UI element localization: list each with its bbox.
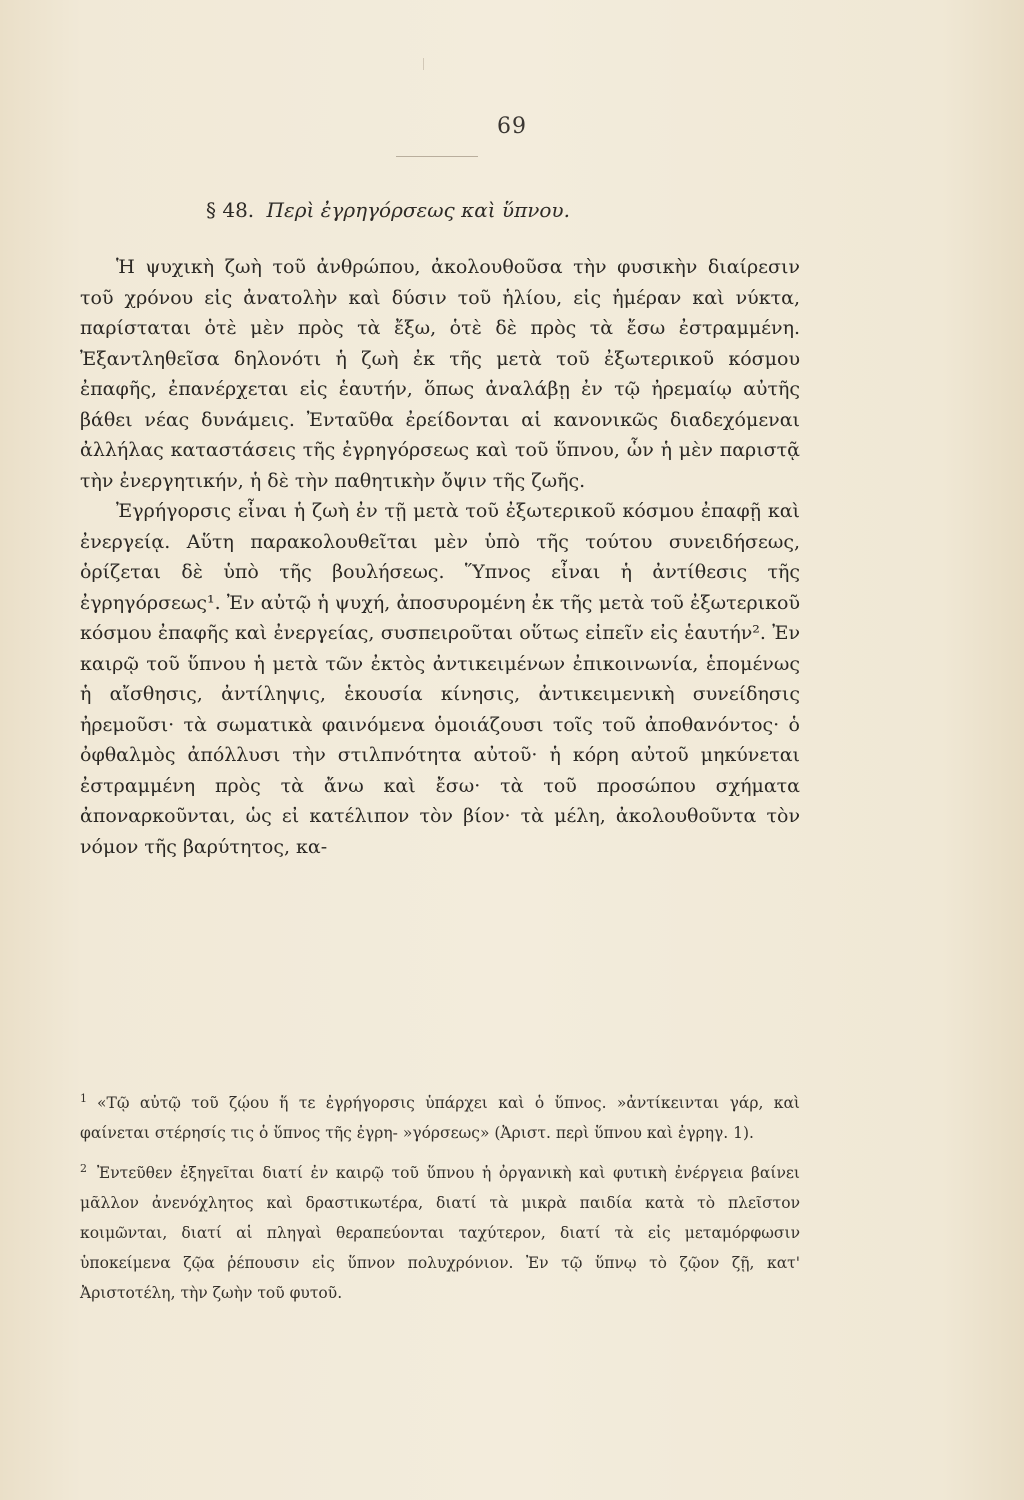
paragraph-1: Ἡ ψυχικὴ ζωὴ τοῦ ἀνθρώπου, ἀκολουθοῦσα τὴν φυσικὴν διαίρεσιν τοῦ χρόνου εἰς ἀνατολὴν καὶ δύσιν τοῦ ἡλίου, εἰς ἡμέραν καὶ νύκτα, παρίσταται ὁτὲ μὲν πρὸς τὰ ἔξω, ὁτὲ δὲ πρὸς τὰ ἔσω ἐστραμμένη. Ἐξαντληθεῖσα δηλονότι ἡ ζωὴ ἐκ τῆς μετὰ τοῦ ἐξωτερικοῦ κόσμου ἐπαφῆς, ἐπανέρχεται εἰς ἑαυτήν, ὅπως ἀναλάβῃ ἐν τῷ ἠρεμαίῳ αὐτῆς βάθει νέας δυνάμεις. Ἐνταῦθα ἐρείδονται αἱ κανονικῶς διαδεχόμεναι ἀλλήλας καταστάσεις τῆς ἐγρηγόρσεως καὶ τοῦ ὕπνου, ὧν ἡ μὲν παριστᾷ τὴν ἐνεργητικήν, ἡ δὲ τὴν παθητικὴν ὄψιν τῆς ζωῆς. [80,256,800,492]
footnote-2 [80,1154,800,1308]
footnote-2-mark: 2 [80,1162,87,1176]
main-text [80,252,800,862]
footnote-1-mark: 1 [80,1092,87,1105]
section-symbol: § 48. [206,198,255,222]
header-rule [396,156,478,157]
footnote-1 [80,1084,800,1148]
footnotes [80,1084,800,1314]
section-title: Περὶ ἐγρηγόρσεως καὶ ὕπνου. [266,198,570,222]
footnote-1-text: «Τῷ αὐτῷ τοῦ ζῴου ἥ τε ἐγρήγορσις ὑπάρχει καὶ ὁ ὕπνος. »ἀντίκεινται γάρ, καὶ φαίνεται στέρησίς τις ὁ ὕπνος τῆς ἐγρη- »γόρσεως» (Ἀριστ. περὶ ὕπνου καὶ ἐγρηγ. 1). [80,1094,800,1143]
page-number: 69 [497,114,527,139]
section-heading [206,198,570,222]
paragraph-2: Ἐγρήγορσις εἶναι ἡ ζωὴ ἐν τῇ μετὰ τοῦ ἐξωτερικοῦ κόσμου ἐπαφῇ καὶ ἐνεργείᾳ. Αὕτη παρακολουθεῖται μὲν ὑπὸ τῆς τούτου συνειδήσεως, ὁρίζεται δὲ ὑπὸ τῆς βουλήσεως. Ὕπνος εἶναι ἡ ἀντίθεσις τῆς ἐγρηγόρσεως¹. Ἐν αὐτῷ ἡ ψυχή, ἀποσυρομένη ἐκ τῆς μετὰ τοῦ ἐξωτερικοῦ κόσμου ἐπαφῆς καὶ ἐνεργείας, συσπειροῦται οὕτως εἰπεῖν εἰς ἑαυτήν². Ἐν καιρῷ τοῦ ὕπνου ἡ μετὰ τῶν ἐκτὸς ἀντικειμένων ἐπικοινωνία, ἑπομένως ἡ αἴσθησις, ἀντίληψις, ἑκουσία κίνησις, ἀντικειμενικὴ συνείδησις ἠρεμοῦσι· τὰ σωματικὰ φαινόμενα ὁμοιάζουσι τοῖς τοῦ ἀποθανόντος· ὁ ὀφθαλμὸς ἀπόλλυσι τὴν στιλπνότητα αὐτοῦ· ἡ κόρη αὐτοῦ μηκύνεται ἐστραμμένη πρὸς τὰ ἄνω καὶ ἔσω· τὰ τοῦ προσώπου σχήματα ἀποναρκοῦνται, ὡς εἰ κατέλιπον τὸν βίον· τὰ μέλη, ἀκολουθοῦντα τὸν νόμον τῆς βαρύτητος, κα- [80,500,800,858]
faint-page-mark [423,58,424,70]
footnote-2-text: Ἐντεῦθεν ἐξηγεῖται διατί ἐν καιρῷ τοῦ ὕπνου ἡ ὀργανικὴ καὶ φυτικὴ ἐνέργεια βαίνει μᾶλλον ἀνενόχλητος καὶ δραστικωτέρα, διατί τὰ μικρὰ παιδία κατὰ τὸ πλεῖστον κοιμῶνται, διατί αἱ πληγαὶ θεραπεύονται ταχύτερον, διατί τὰ εἰς μεταμόρφωσιν ὑποκείμενα ζῷα ῥέπουσιν εἰς ὕπνον πολυχρόνιον. Ἐν τῷ ὕπνῳ τὸ ζῷον ζῇ, κατ' Ἀριστοτέλη, τὴν ζωὴν τοῦ φυτοῦ. [80,1164,800,1303]
